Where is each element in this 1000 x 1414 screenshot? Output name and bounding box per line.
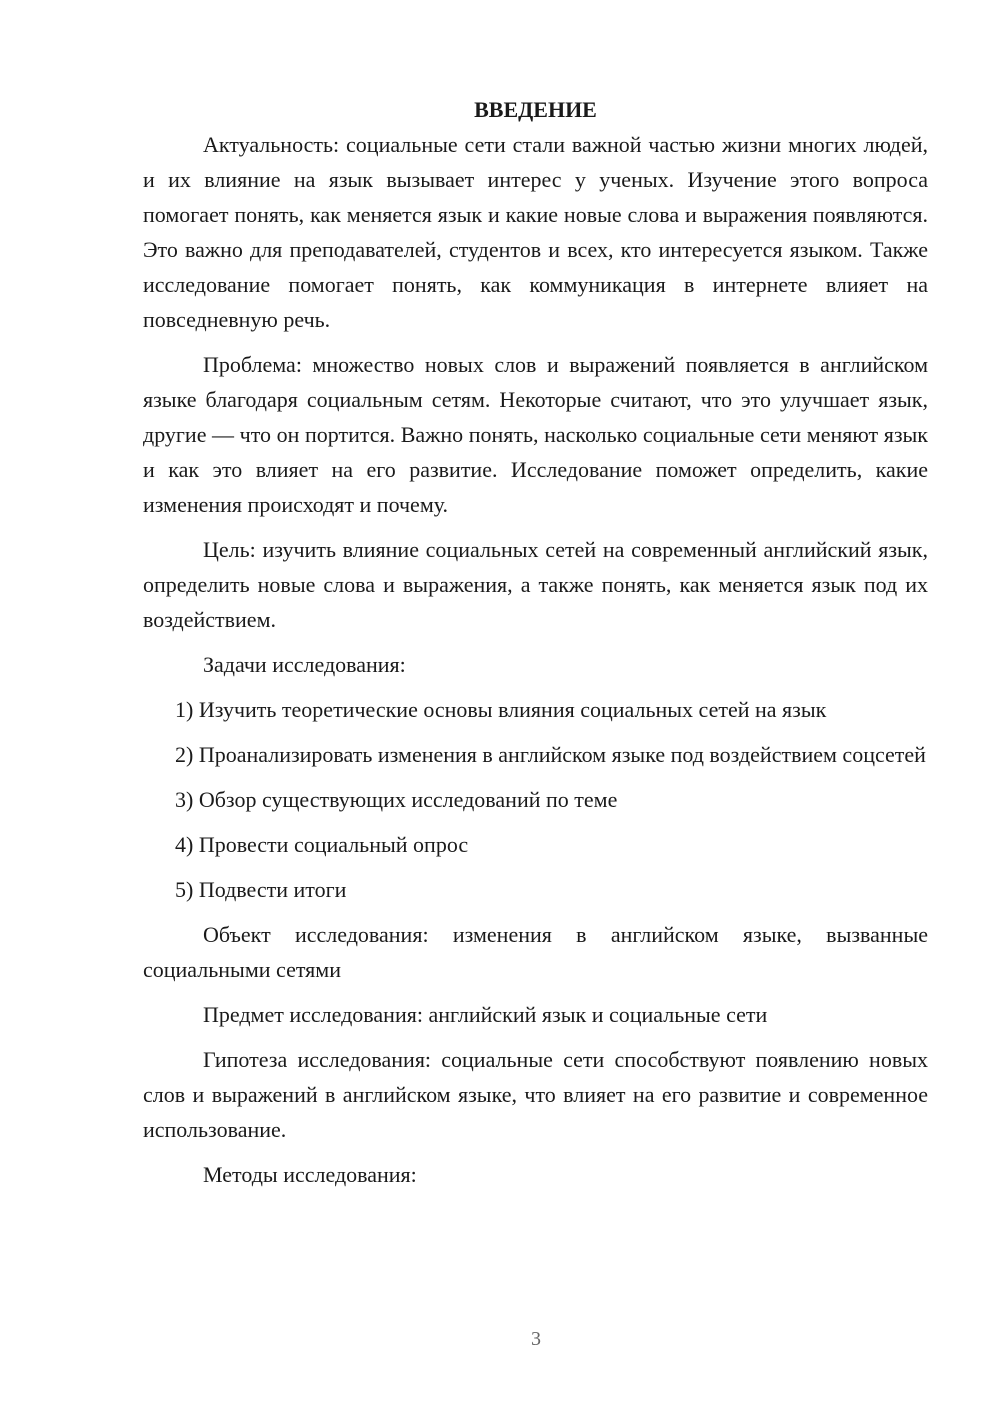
page-number: 3 [531,1328,541,1350]
document-page [143,92,928,1192]
tasks-heading: Задачи исследования: [203,652,406,677]
task-item-4: 4) Провести социальный опрос [175,832,469,857]
task-item-5: 5) Подвести итоги [175,877,347,902]
paragraph-goal: Цель: изучить влияние социальных сетей на современный английский язык, определить новые слова и выражения, а также понять, как меняется язык под их воздействием. [143,537,928,632]
paragraph-subject: Предмет исследования: английский язык и социальные сети [203,1002,768,1027]
task-item-1: 1) Изучить теоретические основы влияния социальных сетей на язык [175,697,827,722]
paragraph-hypothesis: Гипотеза исследования: социальные сети способствуют появлению новых слов и выражений в английском языке, что влияет на его развитие и современное использование. [143,1047,928,1142]
task-item-3: 3) Обзор существующих исследований по теме [175,787,618,812]
methods-heading: Методы исследования: [203,1162,417,1187]
task-item-2: 2) Проанализировать изменения в английском языке под воздействием соцсетей [175,742,926,767]
paragraph-object: Объект исследования: изменения в английском языке, вызванные социальными сетями [143,922,928,982]
paragraph-problem: Проблема: множество новых слов и выражений появляется в английском языке благодаря социальным сетям. Некоторые считают, что это улучшает язык, другие — что он портится. Важно понять, насколько социальные сети меняют язык и как это влияет на его развитие. Исследование поможет определить, какие изменения происходят и почему. [143,352,928,517]
page-title: ВВЕДЕНИЕ [474,97,597,122]
paragraph-relevance: Актуальность: социальные сети стали важной частью жизни многих людей, и их влияние на язык вызывает интерес у ученых. Изучение этого вопроса помогает понять, как меняется язык и какие новые слова и выражения появляются. Это важно для преподавателей, студентов и всех, кто интересуется языком. Также исследование помогает понять, как коммуникация в интернете влияет на повседневную речь. [143,132,928,332]
